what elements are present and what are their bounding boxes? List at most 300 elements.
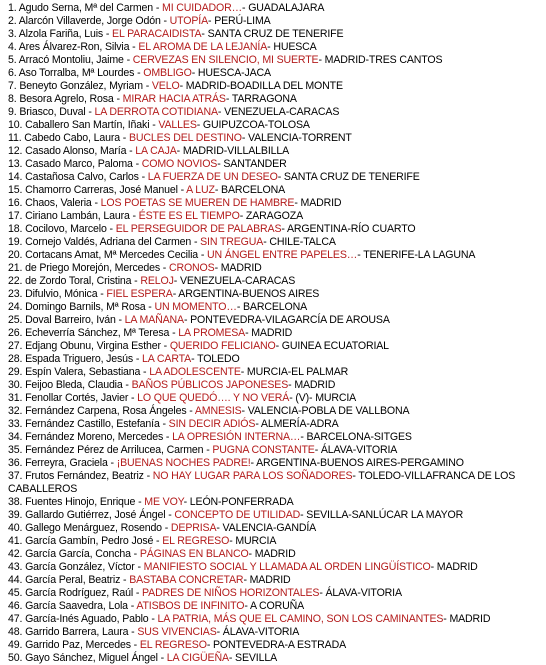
- entry-author: Fernández Carpena, Rosa Ángeles: [25, 405, 187, 417]
- entry-title: EL REGRESO: [162, 535, 230, 547]
- entry-number: 2.: [8, 15, 17, 27]
- entry-title: ATISBOS DE INFINITO: [136, 600, 245, 612]
- list-item: [8, 28, 544, 41]
- entry-place: BARCELONA-SITGES: [306, 431, 412, 443]
- entry-number: 3.: [8, 28, 17, 40]
- list-item: [8, 41, 544, 54]
- entry-number: 7.: [8, 80, 17, 92]
- separator: -: [130, 548, 140, 560]
- separator: -: [119, 132, 129, 144]
- entry-author: Briasco, Duval: [19, 106, 86, 118]
- entry-author: Fuentes Hinojo, Enrique: [25, 496, 136, 508]
- entry-author: Besora Agrelo, Rosa: [19, 93, 114, 105]
- entry-author: Chaos, Valeria: [25, 197, 92, 209]
- entry-title: UTOPÍA: [169, 15, 209, 27]
- separator: -: [191, 236, 201, 248]
- entry-number: 27.: [8, 340, 23, 352]
- separator: -: [176, 145, 183, 157]
- separator: -: [138, 171, 148, 183]
- entry-author: Frutos Fernández, Beatriz: [25, 470, 144, 482]
- entry-number: 13.: [8, 158, 23, 170]
- separator: -: [107, 457, 117, 469]
- entry-place: MADRID-BOADILLA DEL MONTE: [185, 80, 343, 92]
- entry-place: GUINEA ECUATORIAL: [281, 340, 389, 352]
- separator: -: [217, 158, 224, 170]
- separator: -: [206, 639, 213, 651]
- entry-number: 35.: [8, 444, 23, 456]
- separator: -: [241, 132, 248, 144]
- entry-title: PÁGINAS EN BLANCO: [139, 548, 249, 560]
- entry-title: LA ADOLESCENTE: [149, 366, 241, 378]
- entry-author: Doval Barreiro, Iván: [25, 314, 116, 326]
- entry-title: VALLES: [158, 119, 197, 131]
- list-item: [8, 574, 544, 587]
- list-item: [8, 626, 544, 639]
- separator: -: [140, 366, 150, 378]
- entry-author: Alzola Fariña, Luis: [18, 28, 104, 40]
- entry-place: ARGENTINA-BUENOS AIRES-PERGAMINO: [256, 457, 464, 469]
- entry-place: ARGENTINA-RÍO CUARTO: [286, 223, 416, 235]
- entry-title: EL REGRESO: [139, 639, 207, 651]
- separator: -: [267, 41, 274, 53]
- entry-place: TARRAGONA: [231, 93, 297, 105]
- list-item: [8, 340, 544, 353]
- separator: -: [289, 392, 296, 404]
- separator: -: [214, 184, 222, 196]
- separator: -: [122, 379, 132, 391]
- list-item: [8, 2, 544, 15]
- list-item: [8, 522, 544, 535]
- separator: -: [214, 262, 221, 274]
- separator: -: [160, 340, 170, 352]
- list-item: [8, 652, 544, 665]
- list-item: [8, 236, 544, 249]
- entry-title: SUS VIVENCIAS: [137, 626, 217, 638]
- entry-author: Casado Marco, Paloma: [25, 158, 133, 170]
- entry-title: LA OPRESIÓN INTERNA…: [172, 431, 301, 443]
- entry-place: BARCELONA: [221, 184, 286, 196]
- entry-title: UN ÁNGEL ENTRE PAPELES…: [207, 249, 358, 261]
- list-item: [8, 197, 544, 210]
- entry-number: 31.: [8, 392, 23, 404]
- separator: -: [191, 67, 198, 79]
- list-item: [8, 418, 544, 431]
- separator: -: [153, 2, 163, 14]
- entry-author: Cabedo Cabo, Laura: [24, 132, 120, 144]
- entry-number: 14.: [8, 171, 23, 183]
- entry-author: Gallardo Gutiérrez, José Ángel: [25, 509, 166, 521]
- list-item: [8, 106, 544, 119]
- list-item: [8, 171, 544, 184]
- list-item: [8, 132, 544, 145]
- separator: -: [275, 340, 282, 352]
- entry-place: MADRID: [449, 613, 491, 625]
- list-item: [8, 223, 544, 236]
- entry-number: 42.: [8, 548, 23, 560]
- entry-author: García González, Víctor: [25, 561, 135, 573]
- separator: -: [198, 249, 207, 261]
- separator: -: [300, 431, 307, 443]
- entry-number: 45.: [8, 587, 23, 599]
- separator: -: [91, 197, 101, 209]
- entry-place: MADRID: [436, 561, 478, 573]
- separator: -: [208, 15, 215, 27]
- entry-number: 20.: [8, 249, 23, 261]
- separator: -: [113, 93, 123, 105]
- list-item: [8, 444, 544, 457]
- separator: -: [157, 652, 167, 664]
- entry-number: 48.: [8, 626, 23, 638]
- separator: -: [236, 301, 243, 313]
- entry-place: HUESCA: [273, 41, 317, 53]
- entry-number: 1.: [8, 2, 17, 14]
- separator: -: [145, 301, 155, 313]
- entry-title: COMO NOVIOS: [141, 158, 218, 170]
- entry-author: García García, Concha: [25, 548, 131, 560]
- entry-author: Agudo Serna, Mª del Carmen: [18, 2, 154, 14]
- entry-author: Arracó Montoliu, Jaime: [18, 54, 124, 66]
- entry-place: TOLEDO: [197, 353, 240, 365]
- entry-place: ÁLAVA-VITORIA: [320, 444, 398, 456]
- separator: -: [443, 613, 450, 625]
- separator: -: [120, 574, 130, 586]
- entry-place: SANTANDER: [223, 158, 287, 170]
- entry-author: Fernández Moreno, Mercedes: [25, 431, 164, 443]
- list-item: [8, 600, 544, 613]
- entry-author: Cortacans Amat, Mª Mercedes Cecilia: [25, 249, 199, 261]
- entry-title: QUERIDO FELICIANO: [169, 340, 276, 352]
- separator: -: [132, 158, 142, 170]
- entry-place: BARCELONA: [242, 301, 307, 313]
- entry-title: LA MAÑANA: [124, 314, 184, 326]
- entry-author: Cornejo Valdés, Adriana del Carmen: [25, 236, 192, 248]
- separator: -: [131, 275, 141, 287]
- separator: -: [243, 574, 250, 586]
- entry-place: SANTA CRUZ DE TENERIFE: [207, 28, 344, 40]
- separator: -: [161, 522, 171, 534]
- entry-place: MURCIA: [235, 535, 277, 547]
- separator: -: [169, 327, 179, 339]
- list-item: [8, 431, 544, 444]
- separator: -: [430, 561, 437, 573]
- entry-place: PERÚ-LIMA: [214, 15, 271, 27]
- list-item: [8, 561, 544, 574]
- entry-title: LA PATRIA, MÁS QUE EL CAMINO, SON LOS CAMINANTES: [157, 613, 444, 625]
- list-item: [8, 496, 544, 509]
- entry-place: VENEZUELA-CARACAS: [224, 106, 340, 118]
- list-item: [8, 509, 544, 522]
- entry-author: Casado Alonso, María: [25, 145, 127, 157]
- list-item: [8, 613, 544, 626]
- entry-author: Gayo Sánchez, Miguel Ángel: [25, 652, 158, 664]
- entry-author: Echeverría Sánchez, Mª Teresa: [25, 327, 170, 339]
- list-item: [8, 119, 544, 132]
- separator: -: [300, 509, 307, 521]
- entry-title: LA CIGÜEÑA: [166, 652, 229, 664]
- entry-title: FIEL ESPERA: [106, 288, 173, 300]
- entry-author: Espada Triguero, Jesús: [25, 353, 134, 365]
- entry-place: VALENCIA-GANDÍA: [222, 522, 317, 534]
- entry-title: LA PROMESA: [178, 327, 246, 339]
- entry-title: DEPRISA: [170, 522, 217, 534]
- entry-author: García-Inés Aguado, Pablo: [25, 613, 149, 625]
- list-item: [8, 145, 544, 158]
- entry-title: MIRAR HACIA ATRÁS: [122, 93, 226, 105]
- separator: -: [250, 457, 257, 469]
- entry-number: 46.: [8, 600, 23, 612]
- separator: -: [149, 119, 159, 131]
- separator: -: [183, 496, 190, 508]
- separator: -: [142, 80, 152, 92]
- entry-number: 34.: [8, 431, 23, 443]
- entry-place: TOLEDO-VILLAFRANCA DE LOS CABALLEROS: [8, 470, 516, 495]
- entry-author: Beneyto González, Myriam: [19, 80, 143, 92]
- entry-place: GUIPUZCOA-TOLOSA: [202, 119, 310, 131]
- list-item: [8, 15, 544, 28]
- separator: -: [242, 2, 249, 14]
- entry-author: Gallego Menárguez, Rosendo: [25, 522, 162, 534]
- entry-place: LEÓN-PONFERRADA: [189, 496, 294, 508]
- entry-author: Ciriano Lambán, Laura: [25, 210, 130, 222]
- entry-author: Domingo Barnils, Mª Rosa: [25, 301, 146, 313]
- list-item: [8, 639, 544, 652]
- entry-title: LA FUERZA DE UN DESEO: [147, 171, 278, 183]
- entry-author: Castañosa Calvo, Carlos: [25, 171, 139, 183]
- list-item: [8, 54, 544, 67]
- list-item: [8, 184, 544, 197]
- entry-number: 43.: [8, 561, 23, 573]
- separator: -: [216, 522, 223, 534]
- list-item: [8, 535, 544, 548]
- entry-author: Garrido Paz, Mercedes: [25, 639, 131, 651]
- entry-place: ÁLAVA-VITORIA: [222, 626, 300, 638]
- entry-number: 8.: [8, 93, 17, 105]
- entry-author: Fenollar Cortés, Javier: [25, 392, 129, 404]
- list-item: [8, 366, 544, 379]
- entry-place: (V)- MURCIA: [295, 392, 357, 404]
- list-item: [8, 210, 544, 223]
- entry-number: 38.: [8, 496, 23, 508]
- entry-place: VALENCIA-POBLA DE VALLBONA: [247, 405, 410, 417]
- entry-number: 16.: [8, 197, 23, 209]
- entry-number: 5.: [8, 54, 17, 66]
- entry-place: A CORUÑA: [249, 600, 305, 612]
- separator: -: [196, 119, 203, 131]
- entry-title: NO HAY LUGAR PARA LOS SOÑADORES: [152, 470, 353, 482]
- separator: -: [244, 600, 250, 612]
- entry-title: ME VOY: [144, 496, 184, 508]
- separator: -: [217, 106, 225, 118]
- entry-author: Garrido Barrera, Laura: [25, 626, 129, 638]
- separator: -: [314, 444, 321, 456]
- entry-title: ÉSTE ES EL TIEMPO: [138, 210, 240, 222]
- separator: -: [241, 405, 248, 417]
- separator: -: [148, 613, 158, 625]
- entry-number: 21.: [8, 262, 23, 274]
- entry-place: PONTEVEDRA-A ESTRADA: [213, 639, 346, 651]
- separator: -: [216, 626, 223, 638]
- entry-title: PUGNA CONSTANTE: [212, 444, 315, 456]
- entry-number: 15.: [8, 184, 23, 196]
- entry-place: MADRID-TRES CANTOS: [324, 54, 443, 66]
- entry-place: ÁLAVA-VITORIA: [325, 587, 402, 599]
- separator: -: [229, 535, 236, 547]
- entry-title: LA CARTA: [142, 353, 192, 365]
- entry-number: 41.: [8, 535, 23, 547]
- entry-number: 18.: [8, 223, 23, 235]
- separator: -: [134, 561, 144, 573]
- entry-number: 50.: [8, 652, 23, 664]
- list-item: [8, 457, 544, 470]
- entry-place: MADRID: [300, 197, 342, 209]
- entry-number: 40.: [8, 522, 23, 534]
- entry-place: TENERIFE-LA LAGUNA: [363, 249, 476, 261]
- separator: -: [191, 353, 198, 365]
- entry-title: MANIFIESTO SOCIAL Y LLAMADA AL ORDEN LINGÜÍSTICO: [143, 561, 431, 573]
- entry-author: de Priego Morejón, Mercedes: [25, 262, 160, 274]
- entry-author: Cocilovo, Marcelo: [25, 223, 107, 235]
- entry-author: Aso Torralba, Mª Lourdes: [18, 67, 135, 79]
- entry-number: 29.: [8, 366, 23, 378]
- entry-number: 17.: [8, 210, 23, 222]
- separator: -: [159, 418, 169, 430]
- entry-title: SIN TREGUA: [200, 236, 264, 248]
- entry-number: 19.: [8, 236, 23, 248]
- entry-author: Chamorro Carreras, José Manuel: [25, 184, 178, 196]
- entry-title: LO QUE QUEDÓ…. Y NO VERÁ: [137, 392, 290, 404]
- separator: -: [186, 405, 195, 417]
- separator: -: [281, 223, 287, 235]
- entry-place: SANTA CRUZ DE TENERIFE: [283, 171, 420, 183]
- separator: -: [173, 275, 180, 287]
- entry-title: BASTABA CONCRETAR: [129, 574, 244, 586]
- entry-place: MADRID: [294, 379, 336, 391]
- separator: -: [160, 262, 169, 274]
- entry-author: Ferreyra, Graciela: [25, 457, 108, 469]
- list-item: [8, 275, 544, 288]
- separator: -: [103, 28, 113, 40]
- entry-title: EL PERSEGUIDOR DE PALABRAS: [115, 223, 282, 235]
- entry-title: ¡BUENAS NOCHES PADRE!: [116, 457, 251, 469]
- list-item: [8, 301, 544, 314]
- entry-place: VENEZUELA-CARACAS: [179, 275, 296, 287]
- entry-title: CONCEPTO DE UTILIDAD: [174, 509, 301, 521]
- entry-title: EL AROMA DE LA LEJANÍA: [138, 41, 268, 53]
- entry-author: García Peral, Beatriz: [25, 574, 121, 586]
- list-item: [8, 327, 544, 340]
- separator: -: [277, 171, 284, 183]
- separator: -: [133, 353, 143, 365]
- list-item: [8, 314, 544, 327]
- separator: -: [177, 184, 187, 196]
- entry-title: OMBLIGO: [143, 67, 192, 79]
- separator: -: [225, 93, 232, 105]
- entry-number: 4.: [8, 41, 17, 53]
- entry-title: BAÑOS PÚBLICOS JAPONESES: [131, 379, 289, 391]
- entry-place: ARGENTINA-BUENOS AIRES: [178, 288, 320, 300]
- separator: -: [288, 379, 295, 391]
- list-item: [8, 548, 544, 561]
- entry-number: 49.: [8, 639, 23, 651]
- separator: -: [352, 470, 359, 482]
- separator: -: [115, 314, 125, 326]
- list-item: [8, 158, 544, 171]
- entry-author: Fernández Castillo, Estefanía: [25, 418, 160, 430]
- separator: -: [129, 210, 139, 222]
- entry-place: MADRID: [249, 574, 291, 586]
- entry-place: MURCIA-EL PALMAR: [246, 366, 349, 378]
- separator: -: [163, 431, 173, 443]
- list-item: [8, 288, 544, 301]
- separator: -: [126, 145, 136, 157]
- entry-title: A LUZ: [186, 184, 215, 196]
- entry-author: Feijoo Bleda, Claudia: [25, 379, 123, 391]
- entry-number: 23.: [8, 288, 23, 300]
- entry-number: 39.: [8, 509, 23, 521]
- separator: -: [255, 418, 261, 430]
- entry-place: VALENCIA-TORRENT: [248, 132, 352, 144]
- entry-number: 9.: [8, 106, 17, 118]
- entry-number: 12.: [8, 145, 23, 157]
- entry-number: 26.: [8, 327, 23, 339]
- entry-number: 10.: [8, 119, 23, 131]
- entry-number: 33.: [8, 418, 23, 430]
- entry-place: SEVILLA: [235, 652, 277, 664]
- separator: -: [318, 54, 325, 66]
- entry-title: UN MOMENTO…: [154, 301, 237, 313]
- entry-author: Caballero San Martín, Iñaki: [25, 119, 150, 131]
- entry-number: 32.: [8, 405, 23, 417]
- entry-title: PADRES DE NIÑOS HORIZONTALES: [142, 587, 320, 599]
- list-item: [8, 262, 544, 275]
- entry-number: 36.: [8, 457, 23, 469]
- entry-place: MADRID: [254, 548, 296, 560]
- separator: -: [128, 392, 138, 404]
- entry-number: 44.: [8, 574, 23, 586]
- separator: -: [183, 314, 191, 326]
- separator: -: [128, 626, 138, 638]
- separator: -: [143, 470, 153, 482]
- list-item: [8, 249, 544, 262]
- separator: -: [357, 249, 364, 261]
- separator: -: [294, 197, 301, 209]
- separator: -: [130, 639, 140, 651]
- separator: -: [135, 496, 145, 508]
- entry-title: LA CAJA: [135, 145, 177, 157]
- separator: -: [201, 28, 208, 40]
- entry-number: 37.: [8, 470, 23, 482]
- entry-author: de Zordo Toral, Cristina: [25, 275, 132, 287]
- entry-author: Difulvio, Mónica: [25, 288, 98, 300]
- entry-author: García Saavedra, Lola: [25, 600, 128, 612]
- separator: -: [85, 106, 95, 118]
- entry-author: Ares Álvarez-Ron, Silvia: [18, 41, 130, 53]
- separator: -: [123, 54, 133, 66]
- entry-number: 6.: [8, 67, 17, 79]
- separator: -: [239, 210, 246, 222]
- separator: -: [160, 15, 170, 27]
- separator: -: [228, 652, 236, 664]
- entry-author: Edjang Obunu, Virgina Esther: [25, 340, 161, 352]
- entry-number: 24.: [8, 301, 23, 313]
- entry-title: RELOJ: [140, 275, 174, 287]
- list-item: [8, 67, 544, 80]
- list-item: [8, 80, 544, 93]
- entry-place: HUESCA-JACA: [197, 67, 271, 79]
- list-item: [8, 470, 544, 496]
- list-item: [8, 587, 544, 600]
- entry-title: BUCLES DEL DESTINO: [128, 132, 242, 144]
